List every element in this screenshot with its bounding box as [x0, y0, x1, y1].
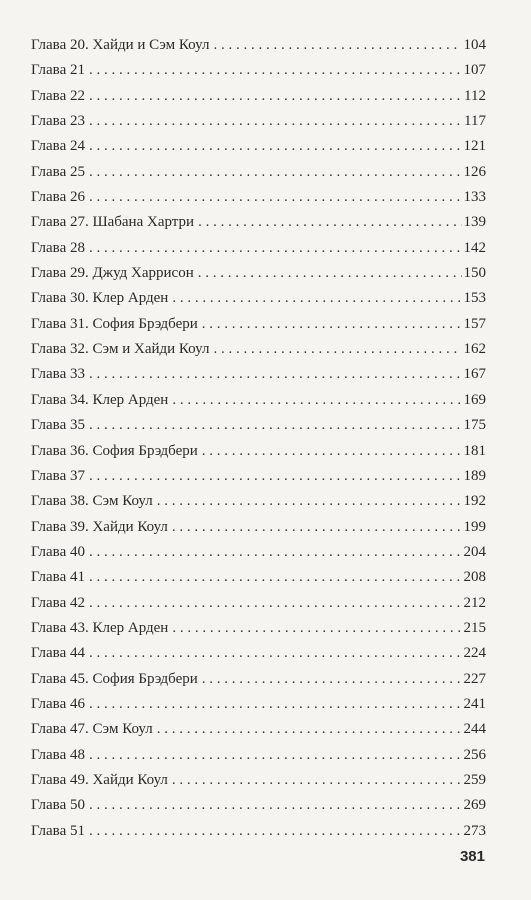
- toc-entry-title: Глава 50: [31, 797, 85, 814]
- toc-entry-page: 244: [463, 721, 486, 738]
- dot-leader: [89, 58, 462, 83]
- toc-entry-title: Глава 41: [31, 569, 85, 586]
- toc-entry-page: 181: [463, 442, 486, 459]
- toc-entry: [31, 185, 486, 210]
- toc-entry-title: Глава 21: [31, 62, 85, 79]
- dot-leader: [89, 692, 462, 717]
- toc-entry: [31, 641, 486, 666]
- toc-entry-page: 241: [463, 695, 486, 712]
- toc-entry: [31, 464, 486, 489]
- toc-entry-title: Глава 30. Клер Арден: [31, 290, 169, 307]
- toc-entry-title: Глава 44: [31, 645, 85, 662]
- toc-entry-page: 133: [463, 189, 486, 206]
- toc-entry-page: 256: [463, 746, 486, 763]
- toc-entry: [31, 667, 486, 692]
- toc-entry: [31, 58, 486, 83]
- toc-entry: [31, 312, 486, 337]
- dot-leader: [198, 210, 461, 235]
- toc-entry-title: Глава 35: [31, 417, 85, 434]
- toc-entry-title: Глава 29. Джуд Харрисон: [31, 265, 194, 282]
- toc-entry-page: 139: [463, 214, 486, 231]
- toc-entry-page: 204: [463, 543, 486, 560]
- dot-leader: [89, 464, 462, 489]
- toc-entry-title: Глава 34. Клер Арден: [31, 391, 169, 408]
- dot-leader: [172, 768, 462, 793]
- toc-entry-page: 189: [463, 467, 486, 484]
- dot-leader: [89, 793, 462, 818]
- toc-entry-title: Глава 31. София Брэдбери: [31, 315, 198, 332]
- toc-entry-title: Глава 46: [31, 695, 85, 712]
- toc-entry-title: Глава 25: [31, 163, 85, 180]
- toc-entry: [31, 109, 486, 134]
- toc-entry-page: 157: [463, 315, 486, 332]
- toc-entry: [31, 261, 486, 286]
- toc-entry: [31, 33, 486, 58]
- toc-entry: [31, 210, 486, 235]
- toc-entry: [31, 160, 486, 185]
- toc-entry: [31, 286, 486, 311]
- toc-entry-page: 199: [463, 518, 486, 535]
- toc-entry-page: 175: [463, 417, 486, 434]
- dot-leader: [89, 236, 462, 261]
- toc-entry-page: 121: [463, 138, 486, 155]
- dot-leader: [89, 591, 462, 616]
- dot-leader: [89, 565, 462, 590]
- toc-entry: [31, 362, 486, 387]
- toc-entry: [31, 236, 486, 261]
- toc-entry-title: Глава 27. Шабана Хартри: [31, 214, 195, 231]
- toc-entry: [31, 84, 486, 109]
- toc-entry-page: 162: [463, 341, 486, 358]
- toc-entry-title: Глава 40: [31, 543, 85, 560]
- dot-leader: [172, 616, 461, 641]
- toc-entry-page: 192: [463, 493, 486, 510]
- dot-leader: [89, 109, 462, 134]
- dot-leader: [202, 439, 462, 464]
- dot-leader: [157, 717, 462, 742]
- toc-entry-title: Глава 36. София Брэдбери: [31, 442, 198, 459]
- toc-entry: [31, 743, 486, 768]
- toc-entry: [31, 134, 486, 159]
- toc-entry: [31, 388, 486, 413]
- toc-entry-page: 150: [463, 265, 486, 282]
- toc-entry-page: 212: [463, 594, 486, 611]
- dot-leader: [202, 312, 462, 337]
- toc-entry-page: 117: [464, 113, 486, 130]
- toc-entry-title: Глава 45. София Брэдбери: [31, 670, 198, 687]
- toc-entry: [31, 489, 486, 514]
- dot-leader: [202, 667, 462, 692]
- toc-entry-title: Глава 39. Хайди Коул: [31, 518, 168, 535]
- table-of-contents: [31, 33, 486, 844]
- toc-entry-title: Глава 48: [31, 746, 85, 763]
- toc-entry-title: Глава 47. Сэм Коул: [31, 721, 153, 738]
- toc-entry: [31, 616, 486, 641]
- toc-entry: [31, 515, 486, 540]
- toc-entry-title: Глава 37: [31, 467, 85, 484]
- toc-entry-title: Глава 26: [31, 189, 85, 206]
- toc-entry-title: Глава 33: [31, 366, 85, 383]
- toc-entry-page: 259: [463, 771, 486, 788]
- toc-entry-page: 273: [463, 822, 486, 839]
- toc-entry-title: Глава 24: [31, 138, 85, 155]
- dot-leader: [89, 743, 462, 768]
- toc-entry-page: 107: [463, 62, 486, 79]
- toc-entry-title: Глава 51: [31, 822, 85, 839]
- dot-leader: [89, 819, 462, 844]
- toc-entry-page: 142: [463, 239, 486, 256]
- toc-entry-title: Глава 43. Клер Арден: [31, 619, 169, 636]
- toc-entry: [31, 565, 486, 590]
- dot-leader: [89, 134, 462, 159]
- toc-entry-page: 126: [463, 163, 486, 180]
- dot-leader: [213, 33, 461, 58]
- toc-entry-page: 227: [463, 670, 486, 687]
- toc-entry-title: Глава 38. Сэм Коул: [31, 493, 153, 510]
- toc-entry-title: Глава 20. Хайди и Сэм Коул: [31, 37, 210, 53]
- dot-leader: [172, 286, 461, 311]
- toc-entry: [31, 793, 486, 818]
- toc-entry-page: 269: [463, 797, 486, 814]
- toc-entry: [31, 692, 486, 717]
- dot-leader: [89, 84, 462, 109]
- dot-leader: [89, 362, 462, 387]
- dot-leader: [198, 261, 462, 286]
- toc-entry-page: 169: [463, 391, 486, 408]
- toc-entry-page: 215: [463, 619, 486, 636]
- toc-entry-page: 208: [463, 569, 486, 586]
- dot-leader: [89, 540, 462, 565]
- toc-entry-page: 104: [463, 37, 486, 53]
- toc-entry: [31, 337, 486, 362]
- dot-leader: [172, 388, 461, 413]
- toc-entry-title: Глава 42: [31, 594, 85, 611]
- toc-entry: [31, 540, 486, 565]
- dot-leader: [89, 413, 462, 438]
- toc-entry: [31, 439, 486, 464]
- page-number: 381: [459, 848, 485, 865]
- dot-leader: [89, 641, 462, 666]
- toc-entry-title: Глава 32. Сэм и Хайди Коул: [31, 341, 210, 358]
- toc-entry-title: Глава 28: [31, 239, 85, 256]
- toc-entry: [31, 819, 486, 844]
- dot-leader: [89, 185, 462, 210]
- dot-leader: [172, 515, 462, 540]
- toc-entry: [31, 717, 486, 742]
- toc-entry: [31, 591, 486, 616]
- dot-leader: [157, 489, 462, 514]
- toc-entry-page: 167: [463, 366, 486, 383]
- toc-entry: [31, 413, 486, 438]
- toc-entry-title: Глава 23: [31, 113, 85, 130]
- toc-entry-page: 112: [464, 87, 486, 104]
- toc-entry-title: Глава 22: [31, 87, 85, 104]
- toc-entry-title: Глава 49. Хайди Коул: [31, 771, 168, 788]
- dot-leader: [213, 337, 461, 362]
- toc-entry-page: 153: [463, 290, 486, 307]
- dot-leader: [89, 160, 462, 185]
- toc-entry: [31, 768, 486, 793]
- toc-entry-page: 224: [463, 645, 486, 662]
